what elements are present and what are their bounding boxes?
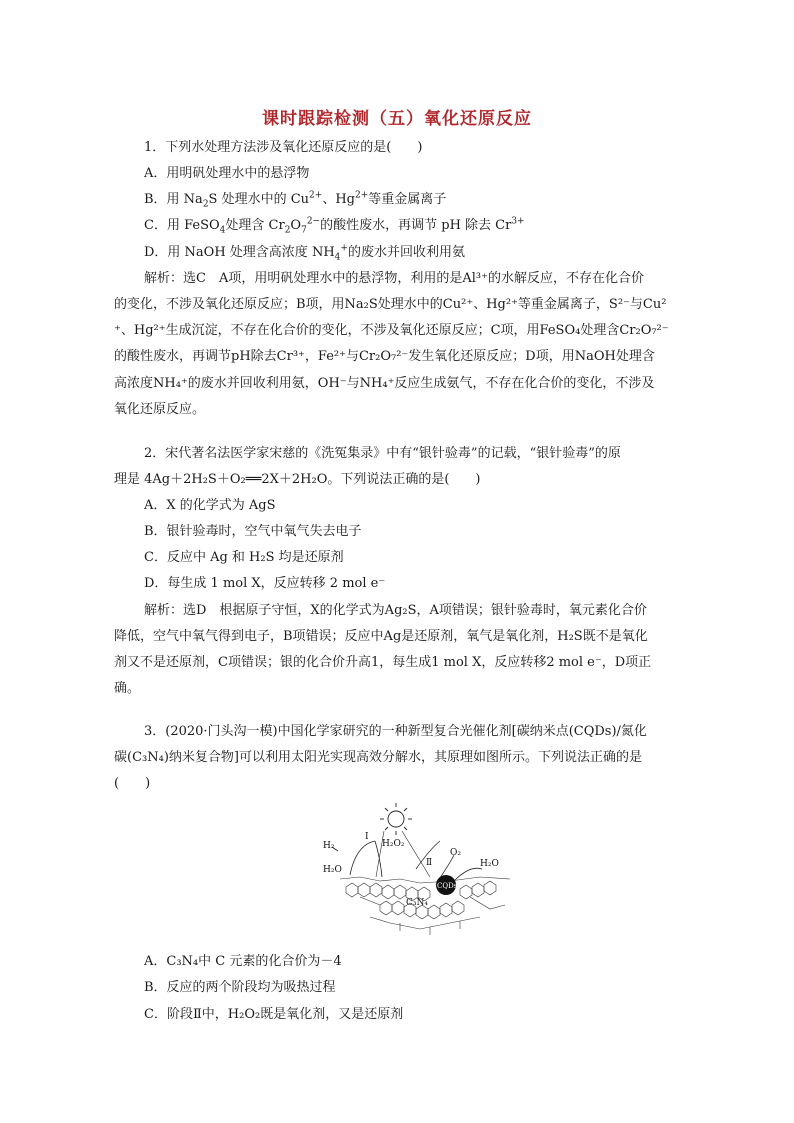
q1-analysis-line: ⁺、Hg²⁺生成沉淀，不存在化合价的变化，不涉及氧化还原反应；C项，用FeSO₄处理含Cr₂O₇²⁻ (114, 323, 669, 338)
q3-option-c: C．阶段Ⅱ中，H₂O₂既是氧化剂，又是还原剂 (144, 1007, 404, 1022)
light-ray (402, 831, 433, 877)
q2-option-d: D．每生成 1 mol X，反应转移 2 mol e⁻ (144, 576, 386, 591)
q3-stem-line: ( ) (114, 776, 151, 791)
q1-analysis-line: 氧化还原反应。 (114, 402, 206, 417)
cqds-label: CQDs (437, 882, 458, 890)
stage-1-label: I (365, 832, 369, 842)
q2-stem-line: 2．宋代著名法医学家宋慈的《洗冤集录》中有“银针验毒”的记载，“银针验毒”的原 (144, 446, 621, 461)
q2-analysis-line: 确。 (114, 681, 141, 696)
q1-option-a: A．用明矾处理水中的悬浮物 (144, 166, 310, 181)
q2-analysis-line: 剂又不是还原剂，C项错误；银的化合价升高1，每生成1 mol X，反应转移2 mol e⁻，D项正 (114, 655, 652, 670)
q1-option-c: C．用 FeSO$_4$处理含 $Cr_2O_7^{2-}$的酸性废水，再调节 pH 除去 $Cr^{3+}$ (144, 216, 525, 236)
q1-option-b: B．用 $Na_2S$ 处理水中的 $Cu^{2+}$、$Hg^{2+}$等重金属离子 (144, 190, 447, 210)
q3-stem-line: 3．(2020·门头沟一模)中国化学家研究的一种新型复合光催化剂[碳纳米点(CQDs)/氮化 (144, 724, 647, 739)
h2o-left-label: H₂O (323, 865, 342, 875)
q2-option-a: A．X 的化学式为 AgS (144, 498, 276, 513)
q2-option-c: C．反应中 Ag 和 H₂S 均是还原剂 (144, 550, 344, 565)
sun-icon (380, 803, 412, 835)
c3n4-label: C₃N₄ (406, 898, 428, 908)
q3-stem-line: 碳(C₃N₄)纳米复合物]可以利用太阳光实现高效分解水，其原理如图所示。下列说法正确的是 (114, 750, 642, 765)
q3-option-b: B．反应的两个阶段均为吸热过程 (144, 980, 336, 995)
q3-option-a: A．C₃N₄中 C 元素的化合价为－4 (144, 954, 342, 969)
q1-analysis-line: 的变化，不涉及氧化还原反应；B项，用Na₂S处理水中的Cu²⁺、Hg²⁺等重金属离子，S²⁻与Cu² (114, 297, 667, 312)
light-ray (376, 831, 384, 877)
stage-2-label: Ⅱ (426, 858, 433, 868)
q1-analysis-line: 解析：选C A项，用明矾处理水中的悬浮物，利用的是Al³⁺的水解反应，不存在化合价 (144, 271, 644, 286)
o2-label: O₂ (450, 848, 461, 858)
h2o-right-label: H₂O (480, 859, 499, 869)
h2-label: H₂ (323, 841, 335, 851)
q1-stem: 1．下列水处理方法涉及氧化还原反应的是( ) (144, 140, 423, 155)
q1-analysis-line: 高浓度NH₄⁺的废水并回收利用氨，OH⁻与NH₄⁺反应生成氨气，不存在化合价的变化，不涉及 (114, 376, 655, 391)
h2o2-label: H₂O₂ (382, 839, 405, 849)
photocatalyst-diagram (320, 797, 530, 947)
reaction-arrows (332, 841, 482, 881)
q1-analysis-line: 的酸性废水，再调节pH除去Cr³⁺，Fe²⁺与Cr₂O₇²⁻发生氧化还原反应；D项，用NaOH处理含 (114, 349, 655, 364)
q1-option-d: D．用 NaOH 处理含高浓度 $NH_4^+$的废水并回收利用氨 (144, 243, 465, 263)
q2-analysis-line: 解析：选D 根据原子守恒，X的化学式为Ag₂S，A项错误；银针验毒时，氧元素化合价 (144, 603, 647, 618)
q2-analysis-line: 降低，空气中氧气得到电子，B项错误；反应中Ag是还原剂，氧气是氧化剂，H₂S既不是氧化 (114, 629, 648, 644)
q2-option-b: B．银针验毒时，空气中氧气失去电子 (144, 524, 362, 539)
page-title: 课时跟踪检测（五）氧化还原反应 (262, 109, 532, 129)
q2-stem-line: 理是 4Ag＋2H₂S＋O₂══2X＋2H₂O。下列说法正确的是( ) (114, 472, 481, 487)
